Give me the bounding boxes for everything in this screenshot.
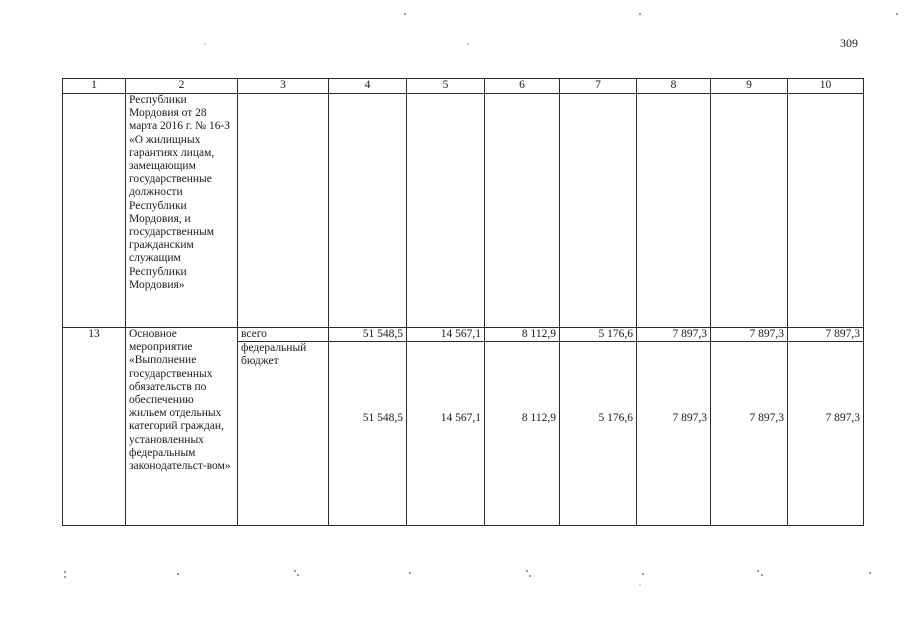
header-cell: 2 [126,79,238,94]
federal-value: 8 112,9 [521,412,556,425]
total-value: 5 176,6 [560,328,637,342]
header-cell: 3 [238,79,329,94]
federal-value: 5 176,6 [598,412,633,425]
row-description: Основное мероприятие «Выполнение государственных обязательств по обеспечению жильем отдельных категорий граждан, установленных федеральным законодательст-вом» [126,328,238,526]
header-cell: 7 [560,79,637,94]
header-cell: 8 [637,79,711,94]
total-value: 14 567,1 [407,328,485,342]
federal-value: 7 897,3 [749,412,784,425]
total-value: 51 548,5 [329,328,407,342]
header-cell: 10 [788,79,864,94]
header-cell: 6 [485,79,560,94]
header-cell: 4 [329,79,407,94]
header-cell: 9 [711,79,788,94]
total-value: 7 897,3 [711,328,788,342]
funding-source-federal: федеральный бюджет [238,342,329,526]
continuation-description: Республики Мордовия от 28 марта 2016 г. № 16-З «О жилищных гарантиях лицам, замещающим государственные должности Республики Мордовия, и государственным гражданским служащим Республики Мордовия» [126,94,238,328]
page-number: 309 [840,36,858,50]
federal-value: 51 548,5 [362,412,403,425]
federal-value: 14 567,1 [440,412,481,425]
total-value: 7 897,3 [788,328,864,342]
row-number: 13 [63,328,126,526]
header-cell: 5 [407,79,485,94]
funding-source-total: всего [238,328,329,342]
total-value: 8 112,9 [485,328,560,342]
federal-value: 7 897,3 [825,412,860,425]
total-value: 7 897,3 [637,328,711,342]
federal-value: 7 897,3 [672,412,707,425]
header-cell: 1 [63,79,126,94]
